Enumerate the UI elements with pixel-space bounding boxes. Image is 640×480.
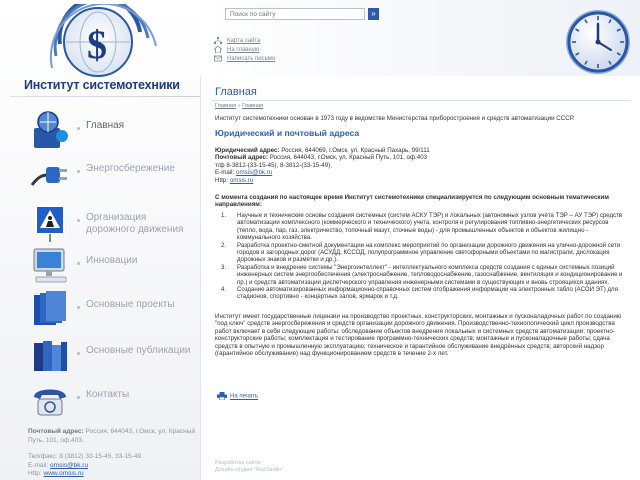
address-block [215, 147, 631, 184]
home-globe-icon [28, 108, 72, 152]
sidebar-item-label: Контакты [86, 389, 130, 400]
legal-address: Россия, 644069, г.Омск, ул. Красный Пахарь, 99/111 [281, 147, 430, 154]
nav-bullet [77, 352, 80, 355]
http-label: Http: [215, 176, 229, 184]
computer-icon [28, 243, 72, 287]
list-item: 2. Разработка проектно-сметной документации на комплекс мероприятий по организации дорожного движения на улично-дорожной сети городов и загородных дорог (АСУДД, КССОД, полупрограммное управление светофорными объектами по магистрали, дислокация дорожных знаков и разметки и др.). [221, 241, 621, 264]
site-credits-studio[interactable]: Дизайн-студия "RasStudio" [215, 467, 284, 473]
write-letter-label: Написать письмо [227, 56, 276, 63]
list-item-text: Разработка проектно-сметной документации на комплекс мероприятий по организации дорожного движения на улично-дорожной сети городов и загородных дорог (АСУДД, КССОД, полупрограммное управление светофорными объектами по магистрали, дислокация дорожных знаков и разметки и др.). [237, 241, 621, 264]
list-item-text: Разработка и внедрение системы "Энергоинтеллект" - интеллектуального комплекса средств создания с единых системных позиций инженерных систем энергообеспечения (электроснабжение, тепловодоснабжение, газоснабжение, вентиляция и кондиционирование и пр.) и средств автоматизации диспетчерского управления инженерными системами в существующих и вновь строящихся зданиях. [237, 263, 623, 286]
print-link[interactable] [217, 392, 258, 400]
phone-icon [28, 377, 72, 421]
postal-address: Россия, 644043, г.Омск, ул. Красный Путь, 101, оф.403 [269, 154, 428, 162]
print-link-label: На печать [230, 393, 258, 400]
main-content [200, 76, 640, 480]
search-input[interactable] [225, 8, 365, 20]
sidebar-footer [28, 428, 198, 479]
list-item: 1. Научные и технические основы создания системных (систем АСКУ ТЭР) и локальных (автономных узлов учёта ТЭР – АУ ТЭР) средств автоматизации комплексного (коммерческого и технического) учета, контроля и регулирования топливно-энергетических ресурсов (тепло, вода, пар, газ, электричество, топочный мазут, сточные воды) - для промышленных объектов и объектов жилищно - коммунального хозяйства. [221, 212, 623, 242]
printer-icon [217, 392, 227, 400]
website-link[interactable]: www.omsis.ru [43, 470, 84, 477]
home-link-label: На главную [227, 47, 260, 54]
sidebar-item-projects[interactable] [0, 283, 200, 335]
breadcrumb-item[interactable]: Главная [215, 103, 236, 109]
sidebar-item-label: Основные проекты [86, 299, 175, 310]
email-label: E-mail: [28, 461, 49, 469]
postal-address-label: Почтовый адрес: [215, 154, 269, 162]
email-link[interactable]: omsis@bk.ru [236, 169, 273, 177]
nav-bullet [77, 127, 80, 130]
postal-address: Россия, 644043, г.Омск, ул. Красный Путь, 101, оф.403. [28, 428, 196, 444]
list-item-text: Создание автоматизированных информационно-справочных систем отображения информации на электронных табло (АСОИ ЭТ) для стадионов, спортивно - концертных залов, ярмарок и т.д. [237, 286, 618, 301]
postal-address-label: Почтовый адрес: [28, 428, 84, 435]
mail-icon [214, 55, 222, 62]
licenses-text: Институт имеет государственные лицензии на производство проектных, конструкторских, монтажных и пусконаладочных работ по созданию "под ключ" средств энергосбережения и средств организации дорожного движения. Производственно-технологический цикл производства работ включает в себя следующие работы: обследование объектов внедрения локальных и системных средств автоматизации; проектно-конструкторские работы; комплектация и тестирование программно-технических средств; монтажные и пусконаладочные работы; сдача средств в опытную и промышленную эксплуатацию; техническое и гарантийное обслуживание внедрённых средств; авторский надзор (гарантийное обслуживание) над функционированием средств в течение 2-х лет. [215, 313, 622, 358]
title-divider [211, 100, 631, 101]
address-section-title: Юридический и почтовый адреса [215, 128, 360, 138]
legal-address-label: Юридический адрес: [215, 147, 280, 154]
nav-bullet [77, 219, 80, 222]
breadcrumb-item[interactable]: Главная [242, 103, 263, 109]
books-icon [28, 333, 72, 377]
email-link[interactable]: omsis@bk.ru [50, 461, 89, 469]
email-label: E-mail: [215, 169, 235, 177]
list-item-text: Научные и технические основы создания системных (систем АСКУ ТЭР) и локальных (автономных узлов учёта ТЭР – АУ ТЭР) средств автоматизации комплексного (коммерческого и технического) учета, контроля и регулирования топливно-энергетических ресурсов (тепло, вода, пар, газ, электричество, топочный мазут, сточные воды) - для промышленных объектов и объектов жилищно - коммунального хозяйства. [237, 212, 623, 242]
site-credits [215, 460, 283, 474]
specialization-list [215, 212, 629, 301]
specialization-heading: С момента создания по настоящее время Институт системотехники специализируется по следующим основным тематическим направлениям: [215, 194, 609, 209]
phone-fax: Тел/факс: 8 (3812) 33-15-45, 33-15-49. [28, 453, 143, 460]
http-label: Http: [28, 470, 42, 477]
sitemap-icon [214, 37, 222, 44]
breadcrumb: Главная » Главная [215, 103, 263, 109]
clock-icon [560, 4, 636, 80]
folders-icon [28, 287, 72, 331]
sidebar-item-energy[interactable] [0, 147, 200, 199]
list-item: 3. Разработка и внедрение системы "Энергоинтеллект" - интеллектуального комплекса средств создания с единых системных позиций инженерных систем энергообеспечения (электроснабжение, тепловодоснабжение, газоснабжение, вентиляция и кондиционирование и пр.) и средств автоматизации диспетчерского управления инженерными системами в существующих и вновь строящихся зданиях. [221, 263, 623, 286]
home-icon [214, 46, 222, 53]
page-title: Главная [215, 86, 257, 98]
website-link[interactable]: omsis.ru [229, 176, 254, 184]
phone-numbers: т/ф 8-3812-(33-15-45), 8-3812-(33-15-49), [215, 161, 332, 169]
sitemap-link[interactable] [214, 37, 260, 44]
nav-divider [10, 96, 200, 97]
left-column [0, 0, 200, 480]
nav-bullet [77, 396, 80, 399]
institute-logo-icon[interactable] [30, 4, 180, 82]
home-link[interactable] [214, 46, 259, 53]
sidebar-item-label: Главная [86, 120, 125, 131]
sidebar-item-label: Основные публикации [86, 345, 191, 356]
road-sign-icon [28, 200, 72, 244]
site-credits-line: Разработка сайта: [215, 460, 262, 466]
search-button[interactable]: » [368, 8, 379, 20]
svg-text:$: $ [87, 22, 107, 67]
intro-text: Институт системотехники основан в 1973 году в ведомстве Министерства приборостроения и средств автоматизации СССР. [215, 115, 575, 122]
nav-bullet [77, 306, 80, 309]
sidebar-item-label: Организация дорожного движения [86, 212, 184, 235]
write-letter-link[interactable] [214, 55, 275, 62]
nav-bullet [77, 170, 80, 173]
institute-name: Институт системотехники [24, 78, 180, 92]
plug-icon [28, 151, 72, 195]
list-item: 4. Создание автоматизированных информационно-справочных систем отображения информации на электронных табло (АСОИ ЭТ) для стадионов, спортивно - концертных залов, ярмарок и т.д. [221, 286, 618, 301]
sidebar-item-contacts[interactable] [0, 373, 200, 425]
nav-bullet [77, 262, 80, 265]
sidebar-item-label: Энергосбережение [86, 163, 175, 174]
sidebar-item-label: Инновации [86, 255, 138, 266]
sitemap-link-label: Карта сайта [227, 38, 261, 45]
